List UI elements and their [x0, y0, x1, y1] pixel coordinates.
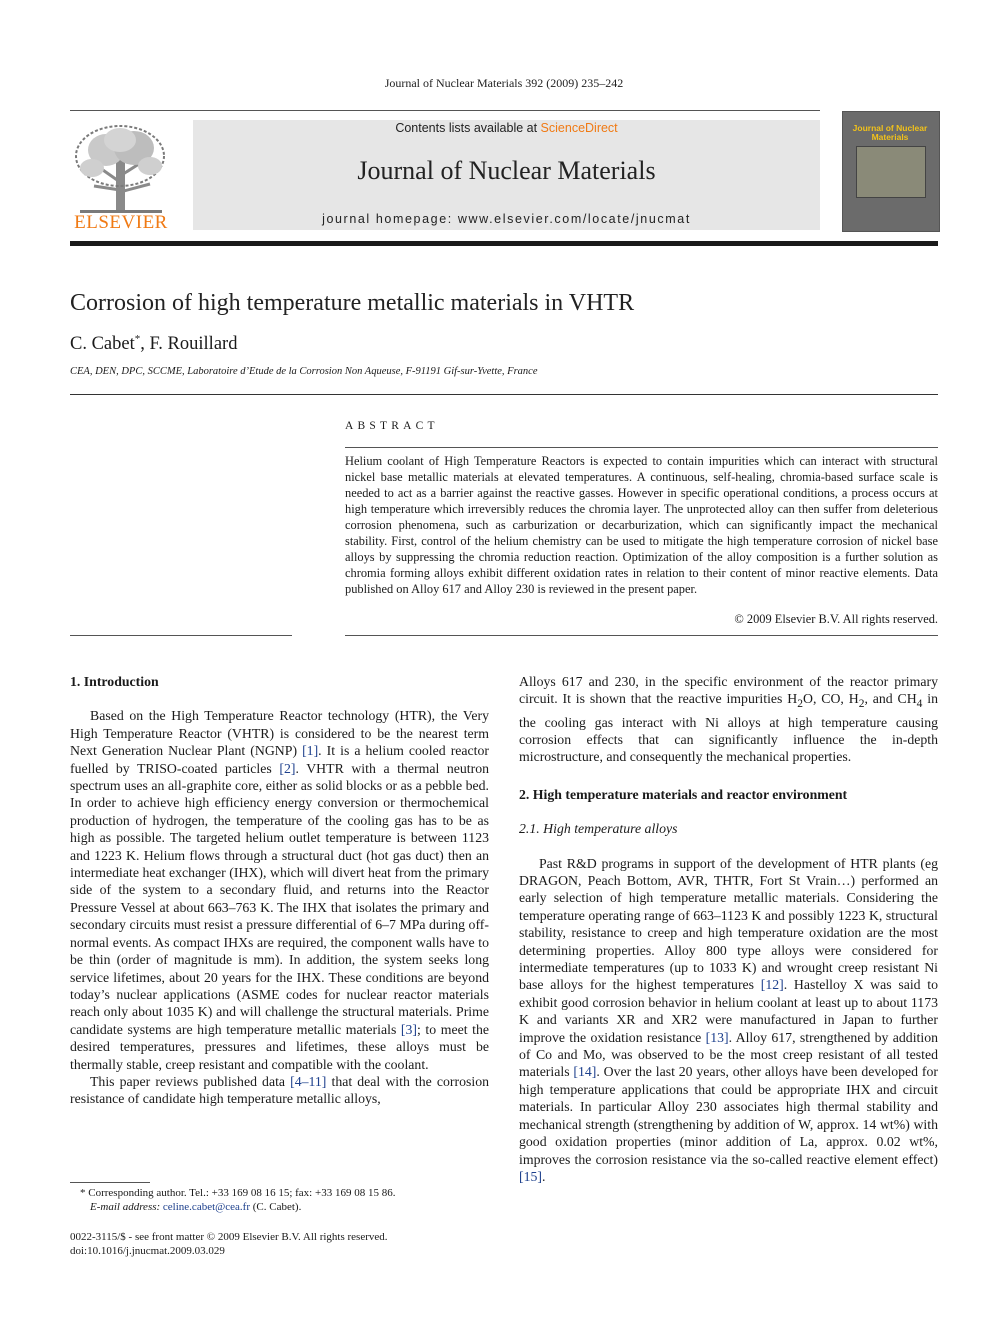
subscript: 4 — [916, 698, 923, 711]
article-title: Corrosion of high temperature metallic materials in VHTR — [70, 290, 635, 316]
ref-2-link[interactable]: [2] — [279, 760, 296, 776]
journal-title: Journal of Nuclear Materials — [357, 156, 656, 185]
text-run: . — [542, 1168, 546, 1184]
elsevier-logo[interactable] — [70, 120, 172, 232]
ref-3-link[interactable]: [3] — [400, 1021, 417, 1037]
intro-paragraph-2 — [70, 1073, 489, 1108]
text-run: This paper reviews published data — [90, 1073, 291, 1089]
author-list — [70, 333, 237, 355]
text-run: that deal with the corrosion resistance of candidate high temperature metallic alloys, — [70, 1073, 489, 1107]
elsevier-wordmark: ELSEVIER — [74, 212, 168, 233]
ref-12-link[interactable]: [12] — [760, 977, 784, 993]
text-run: Based on the High Temperature Reactor technology (HTR), the Very High Temperature Reactor (VHTR) is considered to be the nearest term Next Generation Nuclear Plant (NGNP) — [70, 708, 489, 759]
author-rouillard[interactable]: F. Rouillard — [149, 334, 238, 355]
text-run: Alloys 617 and 230, in the specific environment of the reactor primary circuit. It is shown that the reactive impurities H — [519, 674, 938, 707]
text-run: , and CH — [864, 691, 917, 707]
left-column — [70, 673, 489, 1108]
subscript: 2 — [858, 698, 865, 711]
intro-paragraph-continued — [519, 673, 938, 766]
header-thick-rule — [70, 241, 938, 246]
abstract-bottom-rule — [345, 635, 938, 636]
author-cabet[interactable]: C. Cabet — [70, 334, 135, 355]
footnote-rule — [70, 1182, 150, 1183]
header-rule — [70, 110, 820, 111]
sciencedirect-link[interactable]: ScienceDirect — [540, 121, 618, 135]
ref-13-link[interactable]: [13] — [705, 1029, 729, 1045]
text-run: . Over the last 20 years, other alloys have been developed for high temperature applications that could be appropriate IHX and circuit materials. In particular Alloy 230 associates high thermal stability and mechanical strength (strengthening by addition of W, approx. 14 wt%) with good oxidation properties (minor addition of La, approx. 0.02 wt%, improves the corrosion resistance via the so-called reactive element effect) — [519, 1064, 938, 1167]
text-run: . Hastelloy X was said to exhibit good corrosion behavior in helium coolant at least up to about 1173 K and variants XR and XR2 were manufactured in Japan to further improve the oxidation resistance — [519, 977, 938, 1045]
text-run: ; to meet the desired temperatures, pressures and lifetimes, these alloys must be thermally stable, creep resistant and compatible with the coolant. — [70, 1021, 489, 1072]
intro-paragraph-1 — [70, 707, 489, 1073]
text-run: . Alloy 617, strengthened by addition of Co and Mo, was observed to be the most creep resistant of all tested materials — [519, 1029, 938, 1080]
left-rule — [70, 635, 292, 636]
abstract-heading: ABSTRACT — [345, 420, 439, 432]
title-rule — [70, 394, 938, 395]
email-label: E-mail address: — [90, 1201, 161, 1213]
text-run: Past R&D programs in support of the development of HTR plants (eg DRAGON, Peach Bottom, AVR, THTR, Fort St Vrain…) performed an early selection of high temperature metallic materials. Considering the temperature operating range of 663–1123 K and possibly 1223 K, structural stability, resistance to creep and high temperature oxidation are the most determining properties. Alloy 800 type alloys were considered for intermediate temperatures (up to 1033 K) and wrought creep resistant Ni base alloys for the highest temperatures — [519, 855, 938, 993]
abstract-copyright: © 2009 Elsevier B.V. All rights reserved. — [734, 612, 938, 626]
ref-4-11-link[interactable]: [4–11] — [290, 1073, 327, 1089]
section-1-heading: 1. Introduction — [70, 674, 159, 689]
text-run: . VHTR with a thermal neutron spectrum uses an all-graphite core, either as solid blocks or as a pebble bed. In order to achieve high efficiency energy conversion or thermochemical production of hydrogen, the temperature of the cooling gas has to be as high as possible. The targeted helium outlet temperature is between 1123 and 1223 K. Helium flows through a structural duct (hot gas duct) then an intermediate heat exchanger (IHX), which will divert heat from the primary side of the system to a secondary fluid, and returns into the Reactor Pressure Vessel at about 663–763 K. The IHX that isolates the primary and secondary circuits must resist a pressure differential of 6–7 MPa during off-normal events. As compact IHXs are required, the component walls have to be thin (order of magnitude is mm). In addition, the system seeks long service lifetimes, about 20 years for the IHX. These conditions are beyond today’s nuclear applications (ASME codes for nuclear reactor materials reach only about 1035 K) and will challenge the structural materials. Prime candidate systems are high temperature metallic materials — [70, 760, 489, 1037]
contents-line — [193, 121, 820, 135]
affiliation: CEA, DEN, DPC, SCCME, Laboratoire d’Etude de la Corrosion Non Aqueuse, F-91191 Gif-sur-Yvette, France — [70, 366, 538, 377]
imprint — [70, 1230, 388, 1258]
contents-prefix: Contents lists available at — [395, 121, 541, 135]
text-run: in the cooling gas interact with Ni alloys at high temperature causing corrosion effects that can significantly influence the in-depth microstructure, and consequently the mechanical properties. — [519, 691, 939, 765]
abstract-text: Helium coolant of High Temperature Reactors is expected to contain impurities which can interact with structural nickel base metallic materials at elevated temperatures. A continuous, self-healing, chromia-based surface scale is needed to act as a barrier against the reactive gasses. However in specific operational conditions, a process occurs at high temperature which irreversibly reduces the chromia layer. The unprotected alloy can then suffer from deleterious corrosion phenomena, such as carburization or decarburization, which can significantly impact the mechanical stability. First, control of the helium chemistry can be used to mitigate the high temperature corrosion of nickel base alloys by suppressing the chromia reduction reaction. Optimization of the alloy composition is a further solution as chromia forming alloys exhibit different oxidation rates in relation to their content of minor reactive elements. Data published on Alloy 617 and Alloy 230 is reviewed in the present paper. — [345, 454, 938, 596]
email-link[interactable]: celine.cabet@cea.fr — [162, 1201, 250, 1213]
cover-title: Journal of Nuclear Materials — [852, 123, 928, 142]
author-separator: , — [140, 334, 150, 355]
section-2-1-heading: 2.1. High temperature alloys — [519, 821, 678, 837]
abstract-top-rule — [345, 447, 938, 448]
journal-citation: Journal of Nuclear Materials 392 (2009) 235–242 — [384, 76, 624, 90]
footnote — [70, 1186, 489, 1214]
footnote-contact: Corresponding author. Tel.: +33 169 08 16 15; fax: +33 169 08 15 86. — [85, 1187, 396, 1199]
ref-1-link[interactable]: [1] — [302, 743, 319, 759]
footnote-mark: * — [80, 1187, 86, 1199]
ref-15-link[interactable]: [15] — [519, 1168, 542, 1184]
right-column — [519, 673, 938, 1185]
ref-14-link[interactable]: [14] — [573, 1064, 597, 1080]
email-owner: (C. Cabet). — [250, 1201, 302, 1213]
text-run: . It is a helium cooled reactor fuelled by TRISO-coated particles — [70, 743, 489, 776]
corresponding-mark[interactable]: * — [134, 333, 141, 345]
subscript: 2 — [797, 698, 803, 711]
doi-line[interactable]: doi:10.1016/j.jnucmat.2009.03.029 — [70, 1245, 225, 1257]
journal-homepage[interactable]: journal homepage: www.elsevier.com/locate/jnucmat — [322, 212, 691, 226]
alloys-paragraph — [519, 855, 938, 1186]
cover-image — [856, 146, 926, 198]
issn-line: 0022-3115/$ - see front matter © 2009 Elsevier B.V. All rights reserved. — [70, 1231, 388, 1243]
text-run: O, CO, H — [803, 691, 859, 707]
section-2-heading: 2. High temperature materials and reactor environment — [519, 786, 848, 802]
